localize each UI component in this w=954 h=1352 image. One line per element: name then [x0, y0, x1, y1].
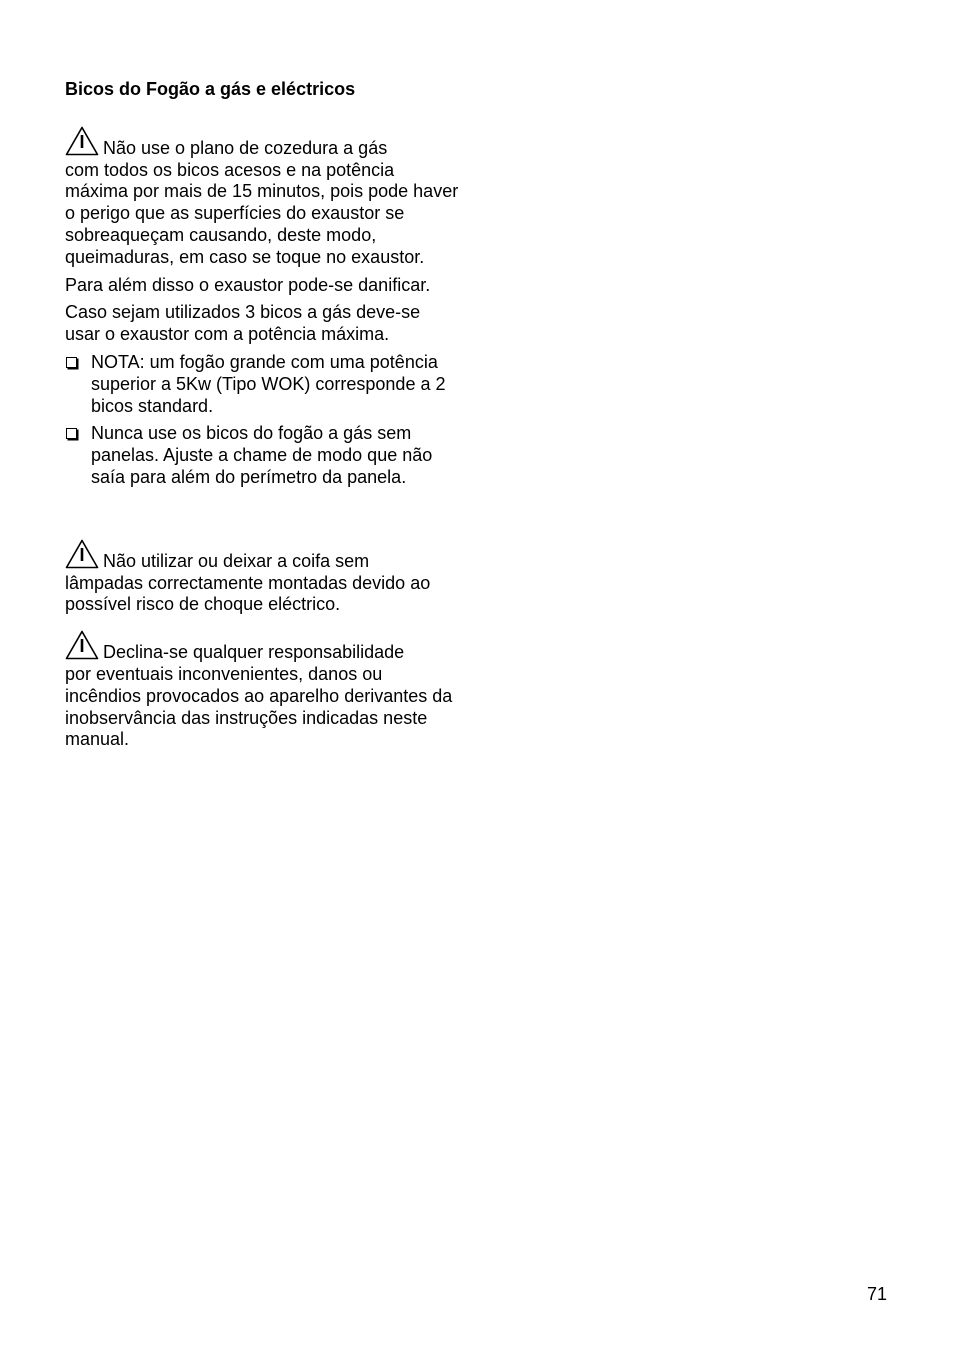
section-heading: Bicos do Fogão a gás e eléctricos — [65, 79, 356, 99]
warning-2-first-line — [65, 551, 369, 571]
warning-3-first-text: Declina-se qualquer responsabilidade — [103, 642, 405, 663]
warning-triangle-icon — [65, 539, 99, 569]
warning-3-first-line — [65, 642, 404, 662]
bullet-text: Nunca use os bicos do fogão a gás sem panelas. Ajuste a chame de modo que não saía para além do perímetro da panela. — [91, 423, 433, 487]
bullet-text: NOTA: um fogão grande com uma potência superior a 5Kw (Tipo WOK) corresponde a 2 bicos standard. — [91, 351, 446, 416]
spacer — [65, 495, 460, 539]
warning-paragraph-1 — [65, 126, 460, 269]
warning-triangle-icon — [65, 126, 99, 156]
warning-paragraph-3 — [65, 630, 460, 751]
warning-paragraph-2 — [65, 539, 460, 616]
content-column — [65, 79, 460, 757]
list-item — [65, 352, 460, 417]
warning-1-first-text: Não use o plano de cozedura a gás — [103, 137, 388, 158]
warning-1-rest-text: com todos os bicos acesos e na potência máxima por mais de 15 minutos, pois pode haver o perigo que as superfícies do exaustor se sobreaqueçam causando, deste modo, queimaduras, em caso se toque no exaustor. — [65, 159, 459, 267]
list-item — [65, 423, 460, 488]
warning-1-first-line — [65, 138, 387, 158]
checkbox-bullet-icon — [66, 428, 77, 439]
warning-2-rest-text: lâmpadas correctamente montadas devido ao possível risco de choque eléctrico. — [65, 572, 431, 615]
paragraph-2: Caso sejam utilizados 3 bicos a gás deve-se usar o exaustor com a potência máxima. — [65, 302, 421, 345]
paragraph-1: Para além disso o exaustor pode-se danificar. — [65, 274, 431, 295]
page-number: 71 — [867, 1284, 888, 1304]
warning-2-first-text: Não utilizar ou deixar a coifa sem — [103, 550, 370, 571]
warning-triangle-icon — [65, 630, 99, 660]
checkbox-bullet-icon — [66, 357, 77, 368]
warning-3-rest-text: por eventuais inconvenientes, danos ou incêndios provocados ao aparelho derivantes da inobservância das instruções indicadas neste manual. — [65, 663, 453, 750]
